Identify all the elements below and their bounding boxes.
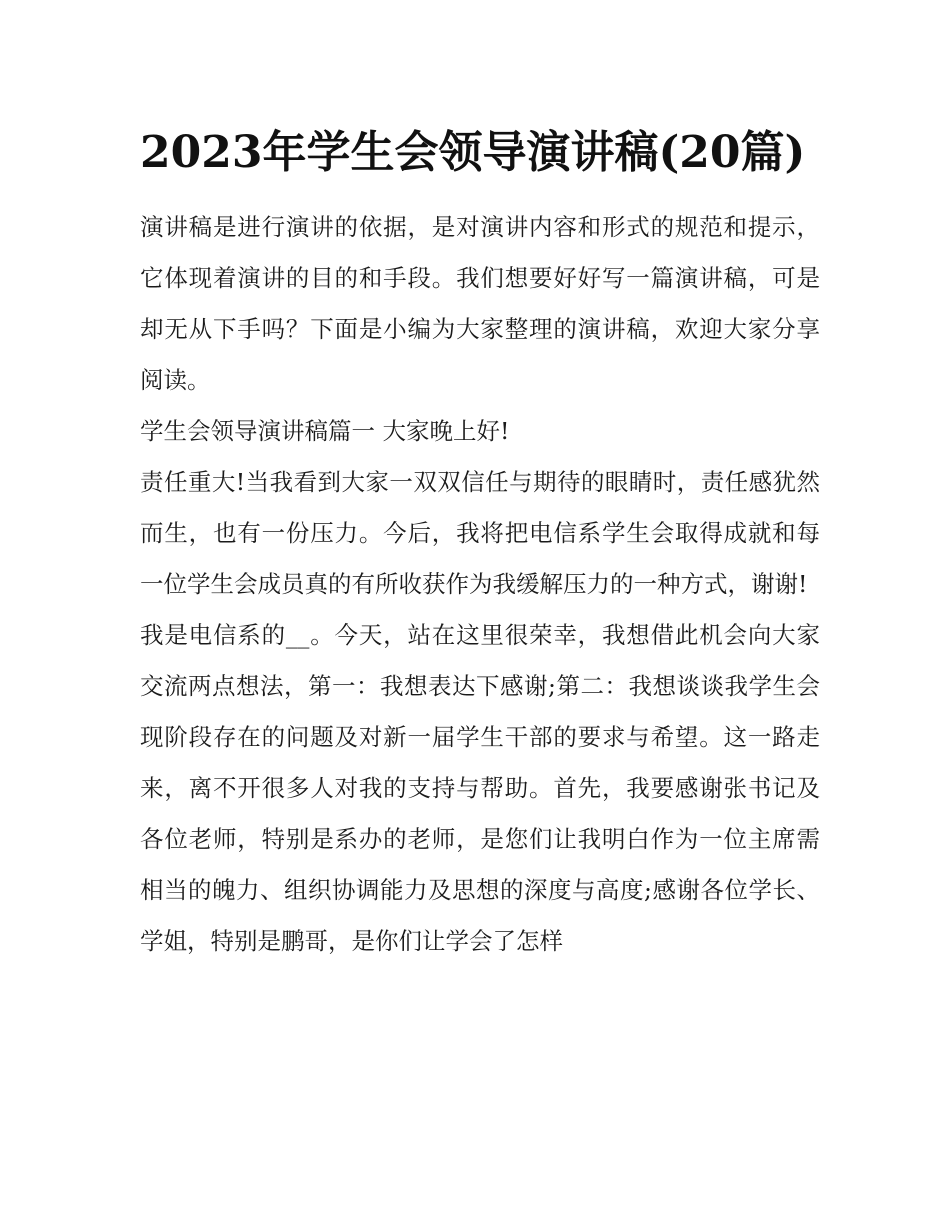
paragraph-thanks: 我是电信系的__。今天，站在这里很荣幸，我想借此机会向大家交流两点想法，第一：我想表达下感谢;第二：我想谈谈我学生会现阶段存在的问题及对新一届学生干部的要求与希望。这一路走来，离不开很多人对我的支持与帮助。首先，我要感谢张书记及各位老师，特别是系办的老师，是您们让我明白作为一位主席需相当的魄力、组织协调能力及思想的深度与高度;感谢各位学长、学姐，特别是鹏哥，是你们让学会了怎样: [140, 621, 820, 955]
paragraph-responsibility: 责任重大!当我看到大家一双双信任与期待的眼睛时，责任感犹然而生，也有一份压力。今后，我将把电信系学生会取得成就和每一位学生会成员真的有所收获作为我缓解压力的一种方式，谢谢!: [140, 468, 820, 598]
document-title: 2023年学生会领导演讲稿(20篇): [140, 127, 806, 178]
document-content: [140, 116, 820, 967]
paragraph-section-heading: 学生会领导演讲稿篇一 大家晚上好!: [140, 417, 510, 445]
document-body: [140, 202, 820, 967]
paragraph-intro: 演讲稿是进行演讲的依据，是对演讲内容和形式的规范和提示，它体现着演讲的目的和手段。我们想要好好写一篇演讲稿，可是却无从下手吗？下面是小编为大家整理的演讲稿，欢迎大家分享阅读。: [140, 213, 820, 394]
